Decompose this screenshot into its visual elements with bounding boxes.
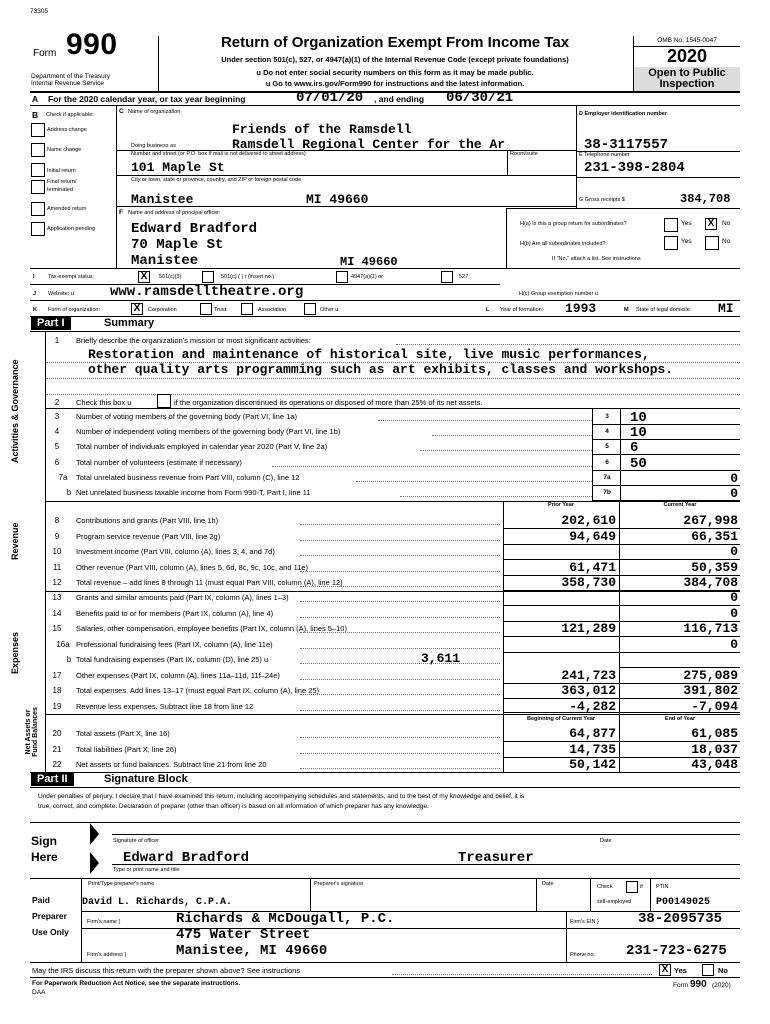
gov-line-box: 5 <box>605 443 609 450</box>
city-label: City or town, state or province, country, and ZIP or foreign postal code <box>131 177 302 183</box>
exp-line-text: Grants and similar amounts paid (Part IX, column (A), lines 1–3) <box>76 593 289 602</box>
exp-line-current: 116,713 <box>683 621 738 636</box>
footer-form-year: (2020) <box>712 982 731 989</box>
exp-line-num: 18 <box>52 686 62 695</box>
exp-line-prior: 121,289 <box>561 621 616 636</box>
ha-yes-checkbox[interactable] <box>664 218 678 232</box>
daa-label: DAA <box>32 989 46 996</box>
gov-line-text: Number of voting members of the governing body (Part VI, line 1a) <box>76 412 297 421</box>
section-c-label: C <box>119 108 124 115</box>
ha-no-checkbox[interactable]: X <box>705 218 717 230</box>
form-subtitle-1: Under section 501(c), 527, or 4947(a)(1) of the Internal Revenue Code (except private foundations) <box>221 55 569 64</box>
gov-line-num: 4 <box>54 427 60 436</box>
gov-line-num: 3 <box>54 412 60 421</box>
current-year-header: Current Year <box>663 502 697 508</box>
initial-return-label: Initial return <box>47 168 76 174</box>
hb-yes-checkbox[interactable] <box>664 236 678 250</box>
tax-year-begin: 07/01/20 <box>296 90 364 106</box>
part-2-label: Part II <box>31 773 74 786</box>
gov-line-num: 6 <box>54 458 60 467</box>
gov-line-text: Total unrelated business revenue from Part VIII, column (C), line 12 <box>76 473 300 482</box>
trust-label: Trust <box>214 307 227 313</box>
firm-street: 475 Water Street <box>176 927 311 943</box>
side-expenses: Expenses <box>10 631 20 674</box>
prior-year-header: Prior Year <box>548 502 574 508</box>
footer-form-word: Form <box>673 982 689 989</box>
ha-no-label: No <box>722 220 731 227</box>
line-a-text: For the 2020 calendar year, or tax year beginning <box>48 94 246 104</box>
net-line-current: 61,085 <box>691 726 738 741</box>
corporation-label: Corporation <box>148 307 177 313</box>
name-arrow-icon <box>90 852 99 874</box>
exp-line-num: 14 <box>52 608 62 618</box>
application-pending-checkbox[interactable] <box>31 222 45 236</box>
status-501c3-label: 501(c)(3) <box>159 274 182 280</box>
sign-label: Sign <box>31 834 57 848</box>
signing-officer-title: Treasurer <box>458 850 534 866</box>
discuss-question: May the IRS discuss this return with the preparer shown above? See instructions <box>32 966 301 975</box>
line-2-text-a: Check this box u <box>76 398 132 407</box>
hb-no-checkbox[interactable] <box>705 236 719 250</box>
section-b-label: B <box>32 110 39 120</box>
final-return-checkbox[interactable] <box>31 180 45 194</box>
part-1-title: Summary <box>104 317 155 329</box>
end-year-header: End of Year <box>664 716 696 722</box>
net-line-current: 43,048 <box>691 757 738 772</box>
gov-line-text: Total number of individuals employed in calendar year 2020 (Part V, line 2a) <box>76 442 328 451</box>
line-1-text: Briefly describe the organization's mission or most significant activities: <box>76 336 311 345</box>
dept-treasury: Department of the Treasury <box>31 73 111 80</box>
rev-line-prior: 202,610 <box>561 513 616 528</box>
preparer-name-label: Print/Type preparer's name <box>88 881 155 887</box>
org-name: Friends of the Ramsdell <box>232 122 412 137</box>
name-change-label: Name change <box>47 147 82 153</box>
exp-line-num: 13 <box>52 593 62 602</box>
dept-irs: Internal Revenue Service <box>31 80 104 87</box>
gov-line-value: 0 <box>730 471 738 486</box>
net-line-text: Total assets (Part X, line 16) <box>76 729 170 738</box>
firm-phone-label: Phone no. <box>570 952 596 958</box>
net-line-prior: 50,142 <box>569 757 616 772</box>
association-label: Association <box>258 307 287 313</box>
fundraising-16b-value: 3,611 <box>420 651 460 666</box>
dba-label: Doing business as <box>131 143 176 149</box>
open-to-public: Open to Public <box>648 67 726 79</box>
amended-return-label: Amended return <box>47 206 87 212</box>
rev-line-prior: 94,649 <box>569 528 616 544</box>
gross-receipts-label: G Gross receipts $ <box>579 197 625 203</box>
status-527-checkbox[interactable] <box>441 271 453 283</box>
preparer-ptin: P00149025 <box>656 897 711 908</box>
address-change-label: Address change <box>47 127 87 133</box>
ha-yes-label: Yes <box>681 220 692 227</box>
line-m-text: State of legal domicile: <box>636 307 692 313</box>
gov-line-box: 6 <box>605 459 609 466</box>
status-527-label: 527 <box>459 274 469 280</box>
exp-line-current: 0 <box>730 605 738 621</box>
form-title: Return of Organization Exempt From Income Tax <box>220 34 570 51</box>
rev-line-text: Other revenue (Part VIII, column (A), lines 5, 6d, 8c, 9c, 10c, and 11e) <box>76 562 309 572</box>
signature-date-label: Date <box>600 838 612 844</box>
discuss-yes-label: Yes <box>674 966 687 975</box>
gov-line-box: 3 <box>605 413 609 420</box>
firm-address-label: Firm's address } <box>87 952 127 958</box>
signing-officer-name: Edward Bradford <box>123 850 250 866</box>
check-label: Check <box>597 884 613 890</box>
org-city: Manistee <box>131 192 194 207</box>
paid-label: Paid <box>32 895 50 905</box>
line-k-label: K <box>33 307 37 313</box>
hb-note: If "No," attach a list. See instructions <box>552 256 641 262</box>
rev-line-prior: 61,471 <box>569 559 616 575</box>
mission-line-2: other quality arts programming such as art exhibits, classes and workshops. <box>88 362 674 377</box>
exp-line-num: 17 <box>52 670 62 680</box>
gov-line-value: 10 <box>630 425 647 441</box>
section-b-title: Check if applicable: <box>46 112 94 118</box>
status-501c-checkbox[interactable] <box>202 271 214 283</box>
room-suite-label: Room/suite <box>510 151 538 157</box>
hb-yes-label: Yes <box>681 238 692 245</box>
gross-receipts-value: 384,708 <box>680 192 731 206</box>
rev-line-text: Program service revenue (Part VIII, line 2g) <box>76 531 221 541</box>
rev-line-current: 50,359 <box>691 559 738 575</box>
preparer-signature-label: Preparer's signature <box>314 881 364 887</box>
exp-line-text: Salaries, other compensation, employee benefits (Part IX, column (A), lines 5–10) <box>76 624 347 633</box>
perjury-statement-1: Under penalties of perjury, I declare that I have examined this return, including accompanying schedules and statements, and to the best of my knowledge and belief, it is <box>38 793 525 800</box>
side-net-assets: Net Assets or Fund Balances <box>25 707 39 757</box>
other-org-checkbox[interactable] <box>304 303 316 315</box>
mission-line-1: Restoration and maintenance of historical site, live music performances, <box>88 347 650 362</box>
preparer-name: David L. Richards, C.P.A. <box>82 897 233 908</box>
omb-number: OMB No. 1545-0047 <box>657 37 717 44</box>
rev-line-num: 8 <box>54 516 60 525</box>
hb-no-label: No <box>722 238 731 245</box>
check-if-label: if <box>640 884 643 890</box>
exp-line-text: Professional fundraising fees (Part IX, column (A), line 11e) <box>76 639 273 649</box>
gov-line-num: 7a <box>58 473 68 482</box>
ein-label: D Employer identification number <box>579 111 668 117</box>
preparer-date-label: Date <box>542 881 554 887</box>
ein-value: 38-3117557 <box>584 137 669 153</box>
firm-name: Richards & McDougall, P.C. <box>176 911 395 927</box>
discuss-yes-checkbox[interactable]: X <box>659 964 671 976</box>
state-of-domicile: MI <box>718 301 734 316</box>
gov-line-value: 10 <box>630 410 647 426</box>
line-i-text: Tax-exempt status: <box>48 274 95 280</box>
exp-line-num: 15 <box>52 624 62 633</box>
firm-phone: 231-723-6275 <box>626 943 727 959</box>
exp-line-current: 0 <box>730 590 738 605</box>
preparer-label: Preparer <box>32 911 67 921</box>
exp-line-num: 19 <box>52 701 62 711</box>
ptin-label: PTIN <box>656 884 669 890</box>
tax-year-end: 06/30/21 <box>446 90 514 106</box>
association-checkbox[interactable] <box>241 303 253 315</box>
gov-line-box: 7b <box>603 489 611 496</box>
application-pending-label: Application pending <box>47 226 96 232</box>
net-line-current: 18,037 <box>691 741 738 757</box>
use-only-label: Use Only <box>32 927 69 937</box>
form-subtitle-2: u Do not enter social security numbers on this form as it may be made public. <box>256 68 534 77</box>
rev-line-current: 0 <box>730 544 738 559</box>
gov-line-value: 50 <box>630 456 647 472</box>
line-m-label: M <box>624 307 629 313</box>
part-2-title: Signature Block <box>104 773 188 785</box>
section-f-label: F <box>119 209 123 216</box>
form-code: 73305 <box>30 8 49 15</box>
net-line-prior: 64,877 <box>569 726 616 741</box>
line-i-label: I <box>33 274 35 280</box>
rev-line-current: 384,708 <box>683 575 738 590</box>
gov-line-box: 7a <box>603 474 611 481</box>
gov-line-num: 5 <box>54 442 60 451</box>
phone-value: 231-398-2804 <box>584 160 685 176</box>
exp-line-prior: -4,282 <box>569 698 616 714</box>
net-line-text: Net assets or fund balances. Subtract line 21 from line 20 <box>76 760 267 769</box>
exp-line-current: 0 <box>730 636 738 652</box>
officer-street: 70 Maple St <box>131 237 224 253</box>
gov-line-text: Number of independent voting members of the governing body (Part VI, line 1b) <box>76 427 341 436</box>
status-4947-label: 4947(a)(1) or <box>351 274 384 280</box>
line-j-text: Website: u <box>48 291 74 297</box>
exp-line-text: Benefits paid to or for members (Part IX, column (A), line 4) <box>76 608 274 618</box>
here-label: Here <box>31 850 58 864</box>
form-number: 990 <box>66 28 118 61</box>
officer-name: Edward Bradford <box>131 221 258 237</box>
status-4947-checkbox[interactable] <box>336 271 348 283</box>
form-word: Form <box>33 48 57 59</box>
beginning-year-header: Beginning of Current Year <box>526 716 596 722</box>
line-j-label: J <box>33 291 37 297</box>
hb-label: H(b) Are all subordinates included? <box>520 241 606 247</box>
exp-line-prior: 363,012 <box>561 683 616 698</box>
exp-line-text: Other expenses (Part IX, column (A), lines 11a–11d, 11f–24e) <box>76 670 280 680</box>
address-change-checkbox[interactable] <box>31 123 45 137</box>
line-1-num: 1 <box>54 336 60 345</box>
part-1-label: Part I <box>31 317 71 330</box>
year-of-formation: 1993 <box>565 301 597 316</box>
ha-label: H(a) Is this a group return for subordinates? <box>520 221 627 227</box>
website[interactable]: www.ramsdelltheatre.org <box>110 284 304 300</box>
net-line-text: Total liabilities (Part X, line 26) <box>76 744 177 754</box>
exp-line-num: b <box>66 655 72 664</box>
exp-line-current: 275,089 <box>683 667 738 683</box>
and-ending-text: , and ending <box>374 94 425 104</box>
exp-line-num: 16a <box>56 639 70 649</box>
status-501c3-checkbox[interactable]: X <box>138 271 150 283</box>
discuss-no-checkbox[interactable] <box>702 964 714 976</box>
gov-line-value: 6 <box>630 440 639 456</box>
dba-name: Ramsdell Regional Center for the Ar <box>232 137 506 152</box>
rev-line-num: 10 <box>52 547 62 556</box>
initial-return-checkbox[interactable] <box>31 163 45 177</box>
org-name-label: Name of organization <box>128 109 181 115</box>
org-state-zip: MI 49660 <box>306 192 369 207</box>
rev-line-num: 11 <box>52 562 62 572</box>
corporation-checkbox[interactable]: X <box>131 303 143 315</box>
side-revenue: Revenue <box>10 522 20 560</box>
rev-line-text: Contributions and grants (Part VIII, line 1h) <box>76 516 219 525</box>
line-k-text: Form of organization: <box>48 307 100 313</box>
discuss-no-label: No <box>718 966 728 975</box>
self-employed-label: self-employed <box>597 899 632 905</box>
rev-line-num: 9 <box>54 531 60 541</box>
line-l-text: Year of formation: <box>500 307 544 313</box>
officer-city: Manistee <box>131 253 199 269</box>
hc-label: H(c) Group exemption number u <box>519 291 598 297</box>
org-street: 101 Maple St <box>131 160 225 175</box>
street-label: Number and street (or P.O. box if mail is not delivered to street address) <box>131 151 306 157</box>
rev-line-current: 66,351 <box>691 528 738 544</box>
rev-line-num: 12 <box>52 578 62 587</box>
paperwork-notice: For Paperwork Reduction Act Notice, see the separate instructions. <box>32 980 241 987</box>
firm-ein: 38-2095735 <box>638 911 723 927</box>
exp-line-current: -7,094 <box>691 698 738 714</box>
rev-line-text: Total revenue – add lines 8 through 11 (must equal Part VIII, column (A), line 12) <box>76 578 343 587</box>
line-l-label: L <box>486 307 490 313</box>
exp-line-text: Revenue less expenses. Subtract line 18 from line 12 <box>76 701 254 711</box>
rev-line-current: 267,998 <box>683 513 738 528</box>
perjury-statement-2: true, correct, and complete. Declaration of preparer (other than officer) is based on all information of which preparer has any knowledge. <box>38 803 429 810</box>
gov-line-text: Net unrelated business taxable income from Form 990-T, Part I, line 11 <box>76 488 311 497</box>
officer-label: Name and address of principal officer: <box>128 210 221 216</box>
final-return-label: Final return/ terminated <box>47 179 77 193</box>
exp-line-prior: 241,723 <box>561 667 616 683</box>
firm-ein-label: Firm's EIN } <box>570 919 599 925</box>
form-subtitle-3: u Go to www.irs.gov/Form990 for instructions and the latest information. <box>265 79 525 88</box>
gov-line-text: Total number of volunteers (estimate if necessary) <box>76 458 242 467</box>
tax-year: 2020 <box>666 46 708 66</box>
line-2-checkbox[interactable] <box>157 394 171 408</box>
side-activities-governance: Activities & Governance <box>10 359 20 463</box>
rev-line-prior: 358,730 <box>561 575 616 590</box>
net-line-num: 21 <box>52 744 62 754</box>
line-2-text-b: if the organization discontinued its operations or disposed of more than 25% of its net assets. <box>174 398 483 407</box>
trust-checkbox[interactable] <box>200 303 212 315</box>
line-2-num: 2 <box>54 398 60 407</box>
rev-line-text: Investment income (Part VIII, column (A), lines 3, 4, and 7d) <box>76 547 275 556</box>
net-line-prior: 14,735 <box>569 741 616 757</box>
firm-name-label: Firm's name } <box>87 919 121 925</box>
other-org-label: Other u <box>320 307 339 313</box>
net-line-num: 20 <box>52 729 62 738</box>
line-a-label: A <box>32 94 39 104</box>
type-name-label: Type or print name and title <box>113 867 180 873</box>
exp-line-text: Total fundraising expenses (Part IX, column (D), line 25) u <box>76 655 269 664</box>
signature-officer-label: Signature of officer <box>113 838 160 844</box>
status-501c-label: 501(c) ( ) t (insert no.) <box>221 274 275 280</box>
officer-state-zip: MI 49660 <box>340 255 398 269</box>
gov-line-box: 4 <box>605 428 609 435</box>
amended-return-checkbox[interactable] <box>31 202 45 216</box>
self-employed-checkbox[interactable] <box>626 881 638 893</box>
exp-line-current: 391,802 <box>683 683 738 698</box>
name-change-checkbox[interactable] <box>31 143 45 157</box>
gov-line-num: b <box>66 488 72 497</box>
footer-form-number: 990 <box>690 979 707 990</box>
exp-line-text: Total expenses. Add lines 13–17 (must equal Part IX, column (A), line 25) <box>76 686 320 695</box>
sign-arrow-icon <box>90 823 99 845</box>
inspection: Inspection <box>659 78 715 90</box>
gov-line-value: 0 <box>730 486 738 501</box>
phone-label: E Telephone number <box>579 152 630 158</box>
net-line-num: 22 <box>52 760 62 769</box>
firm-city: Manistee, MI 49660 <box>176 943 328 959</box>
